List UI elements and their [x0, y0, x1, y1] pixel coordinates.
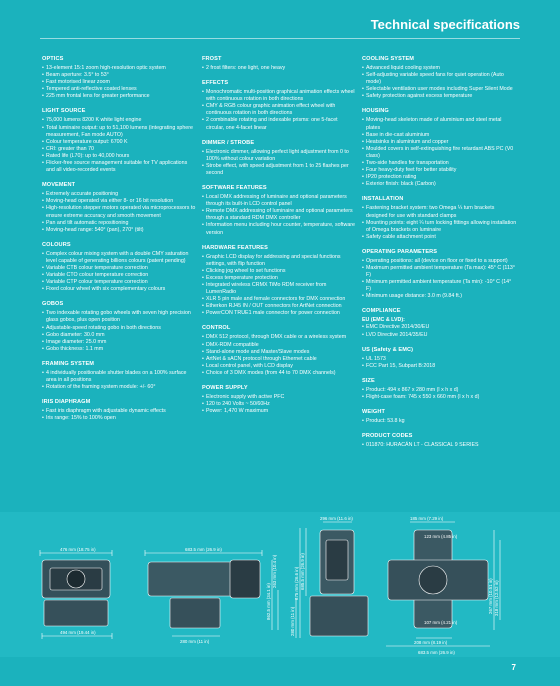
rear-view-drawing [296, 522, 368, 638]
section-title: SOFTWARE FEATURES [202, 185, 267, 192]
spec-item: • Mounting points: eight ¼ turn locking fittings allowing installation of Omega brackets on luminaire [362, 220, 517, 234]
spec-item: • XLR 5 pin male and female connectors for DMX connection [202, 296, 357, 303]
dim-label: 862.5 mm (34.1 in) [266, 583, 271, 620]
dim-label: 280 mm (11 in) [290, 606, 295, 636]
spec-item: • DMX 512 protocol, through DMX cable or a wireless system [202, 334, 357, 341]
spec-item: • PowerCON TRUE1 male connector for power connection [202, 310, 357, 317]
spec-item: • Graphic LCD display for addressing and special functions settings, with flip function [202, 254, 357, 268]
dim-label: 675 mm (26.6 in) [294, 566, 299, 600]
spec-item: • Gobo diameter: 30.0 mm [42, 332, 197, 339]
spec-item: • Extremely accurate positioning [42, 191, 197, 198]
spec-item: • 011870: HURACÁN LT - CLASSICAL 9 SERIES [362, 442, 517, 449]
spec-item: • Integrated wireless CRMX TiMo RDM receiver from LumenRadio [202, 282, 357, 296]
section-title: CONTROL [202, 325, 231, 332]
section-title: POWER SUPPLY [202, 385, 248, 391]
spec-item: • 4 individually positionable shutter blades on a 100% surface area in all positions [42, 370, 197, 384]
spec-item: • FCC Part 15, Subpart B:2018 [362, 363, 517, 370]
section-title: FRAMING SYSTEM [42, 360, 95, 367]
spec-item: • DMX-RDM compatible [202, 342, 357, 349]
spec-item: • Excess temperature protection [202, 275, 357, 282]
spec-item: • Iris range: 15% to 100% open [42, 415, 197, 422]
spec-item: • Fastening bracket system: two Omega ¼ turn brackets designed for use with standard clamps [362, 205, 517, 219]
front-view-drawing [40, 550, 112, 639]
spec-item: • UL 1573 [362, 356, 517, 363]
spec-item: • Strobe effect, with speed adjustment from 1 to 25 flashes per second [202, 163, 357, 177]
spec-item: • Electronic dimmer, allowing perfect light adjustment from 0 to 100% without colour variation [202, 149, 357, 163]
section-subtitle: EU (EMC & LVD): [362, 317, 405, 324]
spec-item: • Flicker-free source management suitable for TV applications and all video-recorded events [42, 160, 197, 174]
spec-item: • Two indexable rotating gobo wheels with seven high precision glass gobos, plus open position [42, 310, 197, 324]
section-title: OPTICS [42, 56, 64, 62]
spec-item: • Monochromatic multi-position graphical animation effects wheel with continuous rotation in both directions [202, 89, 357, 103]
dim-label: 280 mm (11 in) [180, 639, 210, 644]
spec-item: • Rated life (L70): up to 40,000 hours [42, 153, 197, 160]
spec-item: • Local control panel, with LCD display [202, 363, 357, 370]
dim-label: 683.5 mm (26.9 in) [185, 547, 222, 552]
spec-item: • Maximum permitted ambient temperature (Ta max): 45° C (113° F) [362, 265, 517, 279]
section-title: GOBOS [42, 301, 64, 308]
dim-label: 123 mm (4.85 in) [424, 534, 458, 539]
section-title: COOLING SYSTEM [362, 56, 415, 62]
spec-item: • Power: 1,470 W maximum [202, 408, 357, 415]
spec-item: • Fast motorised linear zoom [42, 79, 197, 86]
dim-label: 208 mm (8.19 in) [414, 640, 448, 645]
dim-label: 318 mm (12.52 in) [494, 580, 499, 616]
spec-item: • Total luminaire output: up to 51,100 lumens (integrating sphere measurement, Fan mode AUTO) [42, 125, 197, 139]
spec-item: • Etherkon RJ45 IN / OUT connectors for ArtNet connection [202, 303, 357, 310]
spec-item: • Selectable ventilation user modes including Super Silent Mode [362, 86, 517, 93]
section-title: INSTALLATION [362, 196, 404, 203]
dim-label: 476 mm (18.75 in) [60, 547, 96, 552]
section-title: HARDWARE FEATURES [202, 244, 268, 251]
dim-label: 263 mm (10.4 in) [272, 554, 277, 588]
page-number: 7 [511, 663, 516, 672]
spec-item: • Rotation of the framing system module: +/- 60° [42, 384, 197, 391]
spec-item: • Variable CTO colour temperature correction [42, 272, 197, 279]
spec-item: • IP20 protection rating [362, 174, 517, 181]
dim-label: 107 mm (4.21 in) [424, 620, 458, 625]
dim-label: 685.5 mm (26.9 in) [300, 553, 305, 590]
spec-item: • Advanced liquid cooling system [362, 65, 517, 72]
spec-item: • Colour temperature output: 6700 K [42, 139, 197, 146]
section-title: US (Safety & EMC) [362, 346, 414, 353]
spec-item: • 2 combinable rotating and indexable prisms: one 5-facet circular, one 4-facet linear [202, 117, 357, 131]
section-title: IRIS DIAPHRAGM [42, 399, 91, 406]
spec-item: • 120 to 240 Volts ~ 50/60Hz [202, 401, 357, 408]
side-view-drawing [145, 550, 278, 636]
spec-item: • 75,000 lumens 8200 K white light engine [42, 117, 197, 124]
spec-item: • Remote DMX addressing of luminaire and optional parameters through a standard RDM DMX controller [202, 208, 357, 222]
spec-item: • CMY & RGB colour graphic animation effect wheel with continuous rotation in both directions [202, 103, 357, 117]
spec-item: • Tempered anti-reflective coated lenses [42, 86, 197, 93]
dim-label: 494 mm (19.44 in) [60, 630, 96, 635]
dim-label: 185 mm (7.29 in) [410, 516, 444, 521]
spec-item: • CRI: greater than 70 [42, 146, 197, 153]
section-title: DIMMER / STROBE [202, 139, 255, 146]
section-title: MOVEMENT [42, 182, 76, 189]
spec-item: • Heatsinks in aluminium and copper [362, 139, 517, 146]
section-title: SIZE [362, 377, 375, 384]
spec-item: • Flight-case foam: 745 x 550 x 660 mm (l x h x d) [362, 394, 517, 401]
spec-item: • Gobo thickness: 1.1 mm [42, 346, 197, 353]
spec-item: • Base in die-cast aluminium [362, 132, 517, 139]
spec-item: • ArtNet & sACN protocol through Ethernet cable [202, 356, 357, 363]
spec-item: • 225 mm frontal lens for greater performance [42, 93, 197, 100]
section-title: HOUSING [362, 108, 389, 115]
spec-item: • Fast iris diaphragm with adjustable dynamic effects [42, 408, 197, 415]
spec-item: • Moulded covers in self-extinguishing fire retardant ABS PC (V0 class) [362, 146, 517, 160]
section-title: WEIGHT [362, 409, 385, 415]
spec-item: • Operating positions: all (device on floor or fixed to a support) [362, 258, 517, 265]
spec-item: • Beam aperture: 3.5° to 53° [42, 72, 197, 79]
section-title: FROST [202, 56, 222, 62]
page-title: Technical specifications [370, 17, 520, 32]
spec-item: • Minimum usage distance: 3.0 m (9.84 ft.) [362, 293, 517, 300]
dim-label: 267 mm (10.51 in) [488, 578, 493, 614]
spec-item: • Local DMX addressing of luminaire and optional parameters through its built-in LCD control panel [202, 194, 357, 208]
spec-item: • Electronic supply with active PFC [202, 394, 357, 401]
section-title: PRODUCT CODES [362, 433, 413, 440]
spec-item: • Product: 494 x 867 x 280 mm (l x h x d) [362, 387, 517, 394]
spec-item: • Four heavy-duty feet for better stability [362, 167, 517, 174]
spec-item: • Choice of 3 DMX modes (from 44 to 70 DMX channels) [202, 370, 357, 377]
spec-item: • Exterior finish: black (Carbon) [362, 181, 517, 188]
section-title: EFFECTS [202, 80, 229, 87]
spec-item: • Self-adjusting variable speed fans for quiet operation (Auto mode) [362, 72, 517, 86]
spec-item: • Information menu including hour counter, temperature, software version [202, 222, 357, 236]
spec-item: • Clicking jog wheel to set functions [202, 268, 357, 275]
top-view-drawing [386, 522, 500, 646]
spec-item: • Product: 53.8 kg [362, 418, 517, 425]
section-title: LIGHT SOURCE [42, 108, 86, 115]
spec-item: • Image diameter: 25.0 mm [42, 339, 197, 346]
spec-item: • Moving-head skeleton made of aluminium and steel metal plates [362, 117, 517, 131]
spec-item: • Moving-head range: 540° (pan), 270° (tilt) [42, 227, 197, 234]
section-title: OPERATING PARAMETERS [362, 248, 438, 255]
spec-item: • Stand-alone mode and Master/Slave modes [202, 349, 357, 356]
section-title: COLOURS [42, 241, 71, 248]
spec-item: • Fixed colour wheel with six complementary colours [42, 286, 197, 293]
spec-item: • Minimum permitted ambient temperature (Ta min): -10° C (14° F) [362, 279, 517, 293]
spec-item: • Adjustable-speed rotating gobo in both directions [42, 325, 197, 332]
spec-item: • Safety cable attachment point [362, 234, 517, 241]
spec-item: • High-resolution stepper motors operated via microprocessors to ensure extreme accuracy and smooth movement [42, 205, 197, 219]
spec-item: • 2 frost filters: one light, one heavy [202, 65, 357, 72]
spec-item: • Pan and tilt automatic repositioning [42, 220, 197, 227]
spec-item: • Complex colour mixing system with a double CMY saturation level capable of generating billions colours (patent pending) [42, 251, 197, 265]
spec-item: • Safety protection against excess temperature [362, 93, 517, 100]
spec-item: • EMC Directive 2014/30/EU [362, 324, 517, 331]
spec-item: • Two-side handles for transportation [362, 160, 517, 167]
spec-item: • Variable CTB colour temperature correction [42, 265, 197, 272]
spec-item: • 13-element 15:1 zoom high-resolution optic system [42, 65, 197, 72]
spec-item: • LVD Directive 2014/35/EU [362, 332, 517, 339]
dim-label: 683.5 mm (26.9 in) [418, 650, 455, 655]
spec-item: • Moving-head operated via either 8- or 16 bit resolution [42, 198, 197, 205]
spec-item: • Variable CTP colour temperature correction [42, 279, 197, 286]
section-title: COMPLIANCE [362, 308, 401, 315]
dim-label: 296 mm (11.6 in) [320, 516, 353, 521]
